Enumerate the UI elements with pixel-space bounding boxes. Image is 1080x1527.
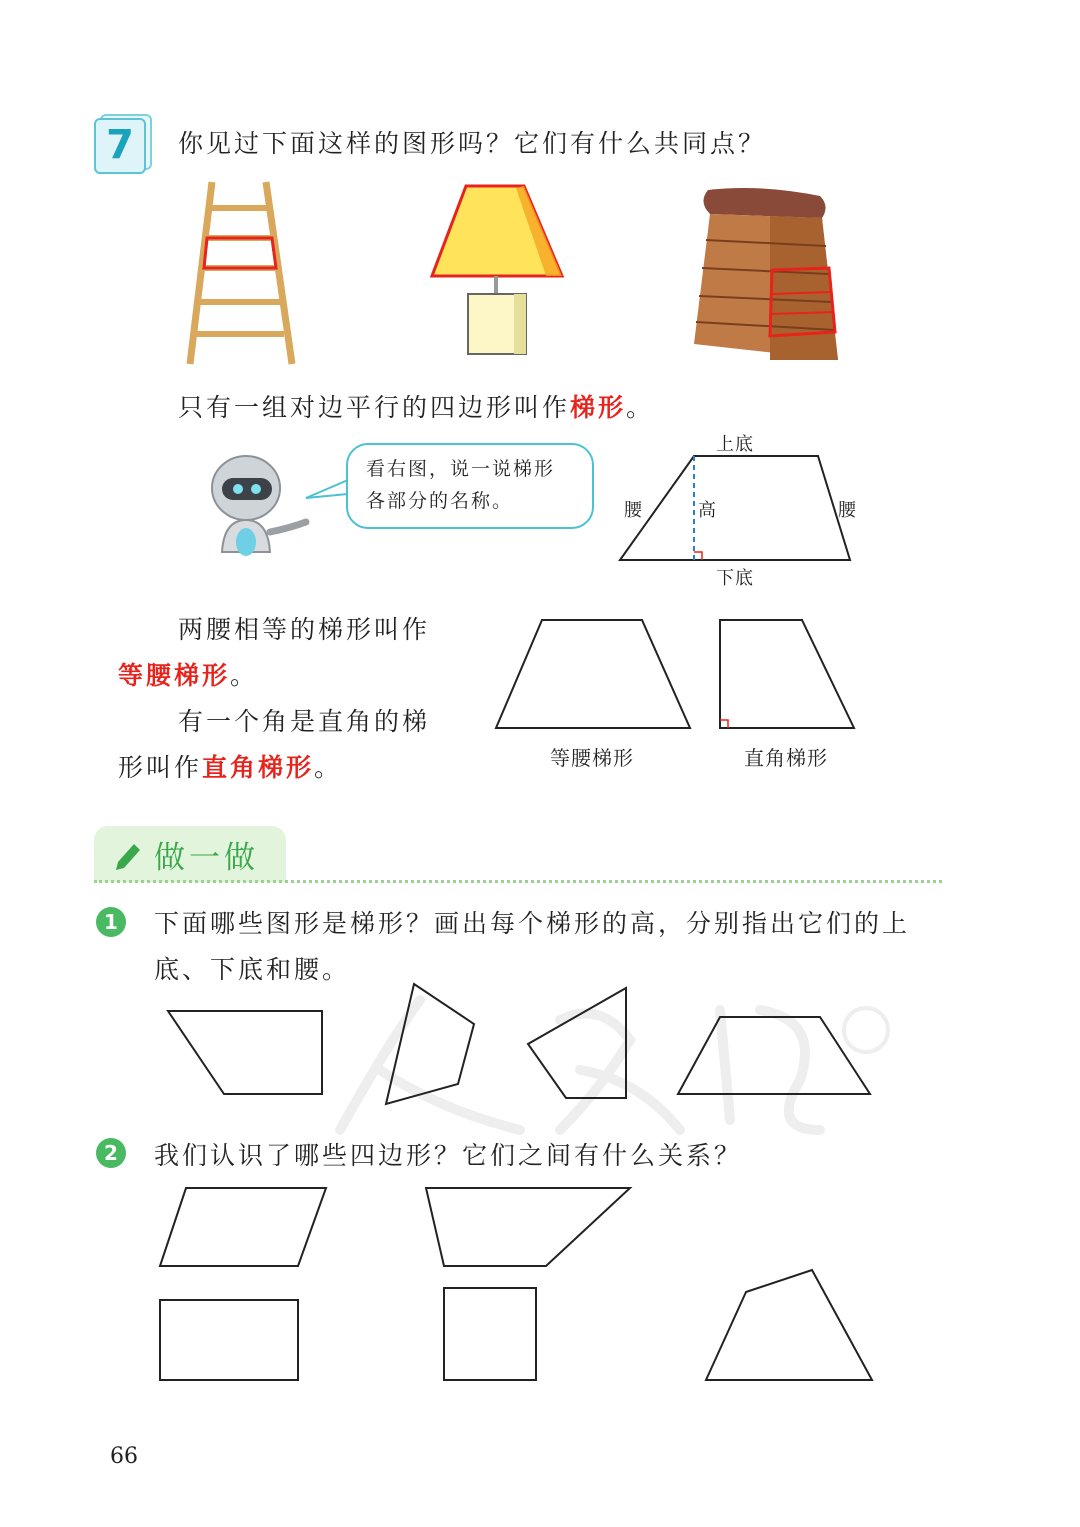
example-question: 你见过下面这样的图形吗？它们有什么共同点？ — [178, 129, 767, 158]
q2-quadrilateral — [704, 1268, 876, 1384]
q2-trapezoid — [424, 1186, 634, 1270]
ladder-illustration — [180, 178, 310, 370]
practice-tab — [94, 826, 286, 882]
isosceles-trapezoid-shape — [494, 618, 694, 732]
label-top-base: 上底 — [716, 434, 754, 455]
q1-shape-1 — [166, 1008, 326, 1098]
trapezoid-definition: 只有一组对边平行的四边形叫作梯形。 — [178, 393, 655, 422]
bubble-line-1: 看右图，说一说梯形 — [366, 458, 556, 480]
q1-shape-3 — [526, 986, 630, 1102]
practice-divider — [94, 880, 942, 883]
right-trap-text-line1: 有一个角是直角的梯 — [178, 707, 431, 736]
caption-isosceles: 等腰梯形 — [550, 746, 634, 770]
question-1-badge: 1 — [96, 907, 126, 937]
label-leg-left: 腰 — [624, 500, 643, 521]
labeled-trapezoid — [618, 452, 854, 564]
question-1-line1: 下面哪些图形是梯形？画出每个梯形的高，分别指出它们的上 — [154, 909, 911, 938]
pencil-icon — [114, 840, 144, 870]
caption-right: 直角梯形 — [744, 746, 828, 770]
label-bottom-base: 下底 — [716, 568, 754, 589]
isosceles-term: 等腰梯形。 — [118, 661, 259, 690]
example-number-badge — [94, 114, 148, 168]
q1-shape-4 — [676, 1014, 874, 1098]
q1-shape-2 — [382, 982, 478, 1106]
robot-avatar — [206, 448, 316, 558]
q2-rectangle — [158, 1298, 302, 1384]
right-trap-term: 形叫作直角梯形。 — [118, 753, 343, 782]
q2-parallelogram — [158, 1186, 330, 1270]
label-height: 高 — [698, 500, 717, 521]
page-number: 66 — [110, 1444, 138, 1469]
isosceles-text-line1: 两腰相等的梯形叫作 — [178, 615, 431, 644]
question-1-line2: 底、下底和腰。 — [154, 955, 351, 984]
lamp-illustration — [428, 182, 568, 362]
vaulting-box-illustration — [690, 184, 850, 374]
practice-tab-label: 做一做 — [154, 840, 259, 876]
question-2-text: 我们认识了哪些四边形？它们之间有什么关系？ — [154, 1141, 743, 1170]
q2-square — [442, 1286, 540, 1384]
right-trapezoid-shape — [718, 618, 858, 732]
example-number: 7 — [94, 118, 146, 174]
robot-speech-bubble — [346, 443, 594, 529]
question-2-badge: 2 — [96, 1138, 126, 1168]
bubble-line-2: 各部分的名称。 — [366, 490, 514, 512]
label-leg-right: 腰 — [838, 500, 857, 521]
